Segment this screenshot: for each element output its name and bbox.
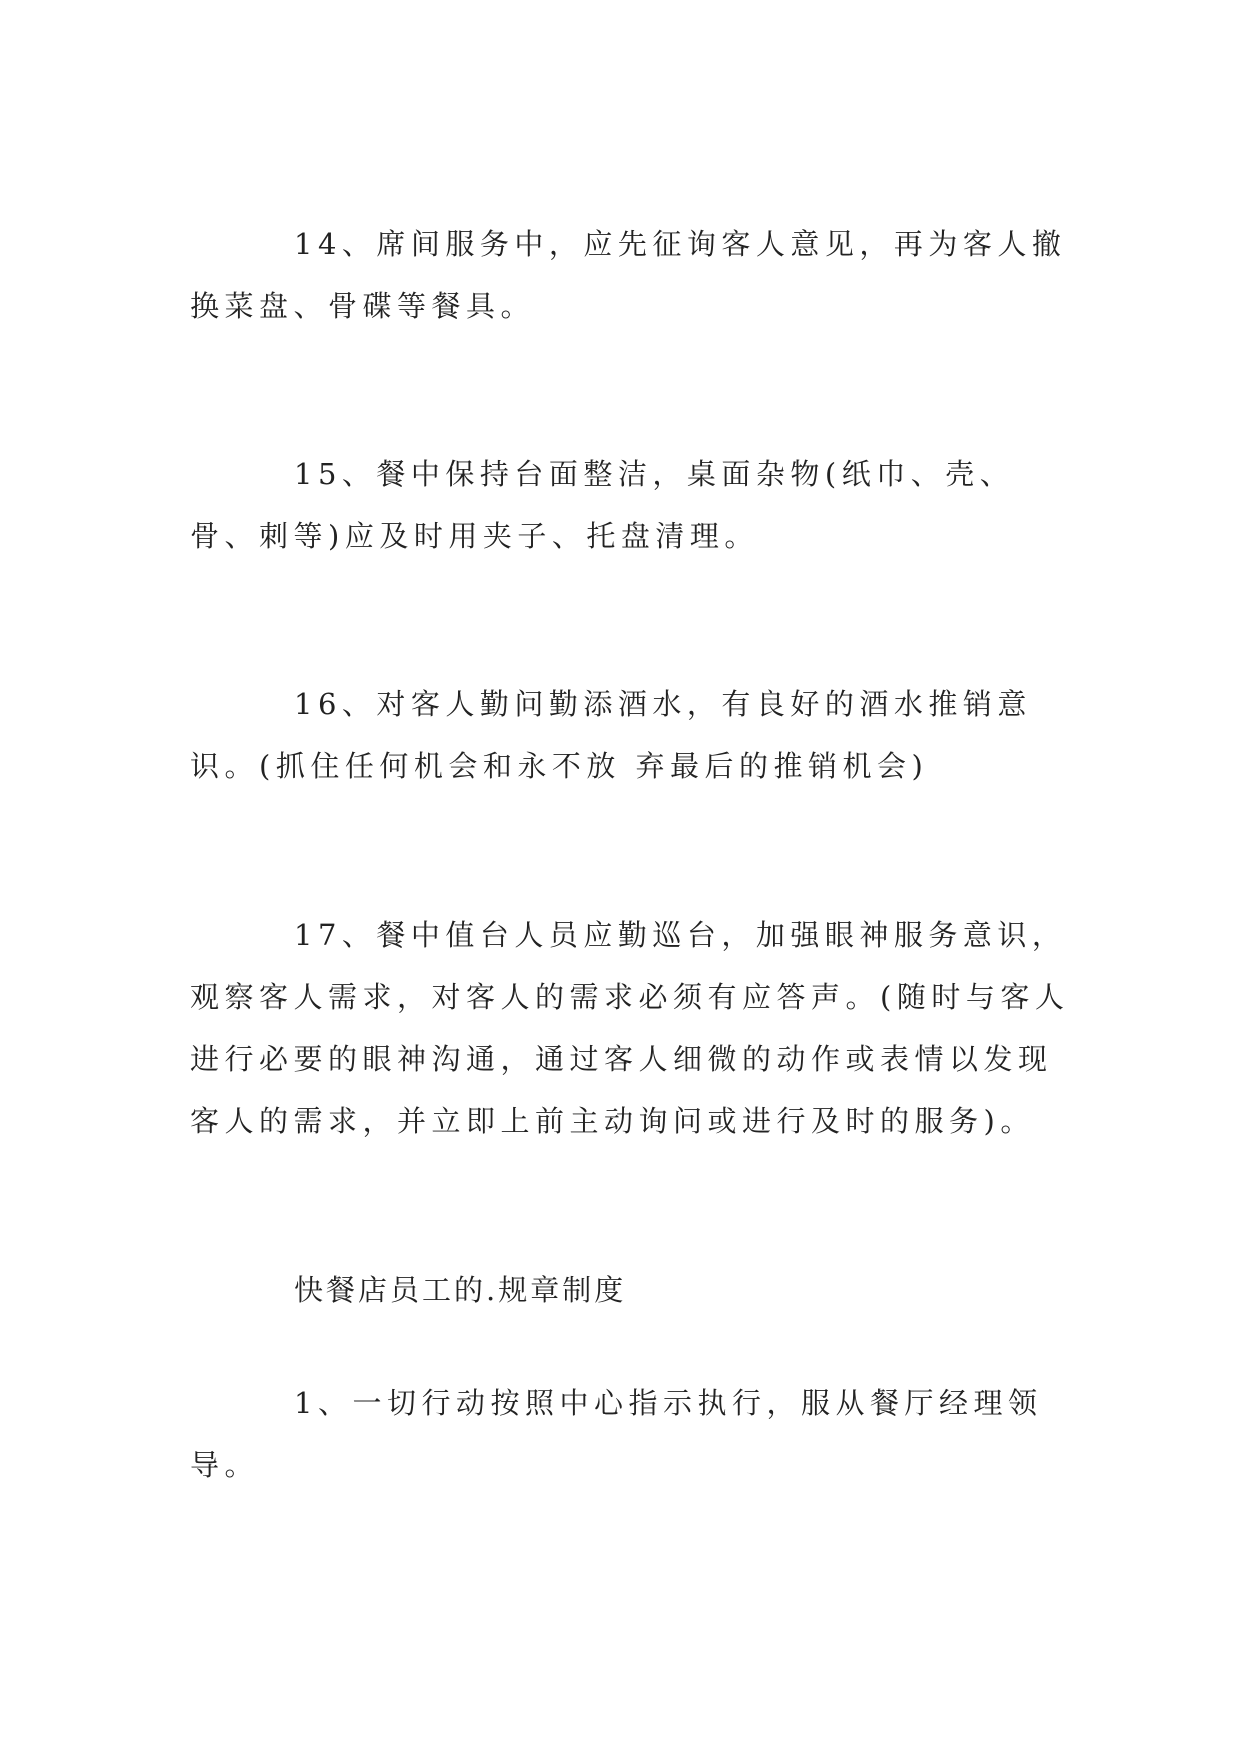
paragraph-rule-15: 15、餐中保持台面整洁，桌面杂物(纸巾、壳、骨、刺等)应及时用夹子、托盘清理。 (190, 457, 1015, 553)
paragraph-rule-1: 1、一切行动按照中心指示执行，服从餐厅经理领导。 (190, 1386, 1043, 1482)
paragraph-rule-16: 16、对客人勤问勤添酒水，有良好的酒水推销意识。(抓住任何机会和永不放 弃最后的推销机会) (190, 687, 1032, 783)
paragraph-rule-17: 17、餐中值台人员应勤巡台，加强眼神服务意识，观察客人需求，对客人的需求必须有应答声。(随时与客人进行必要的眼神沟通，通过客人细微的动作或表情以发现客人的需求，并立即上前主动询问或进行及时的服务)。 (190, 918, 1070, 1138)
section-title: 快餐店员工的.规章制度 (294, 1273, 627, 1307)
paragraph-rule-14: 14、席间服务中，应先征询客人意见，再为客人撤换菜盘、骨碟等餐具。 (190, 227, 1067, 323)
